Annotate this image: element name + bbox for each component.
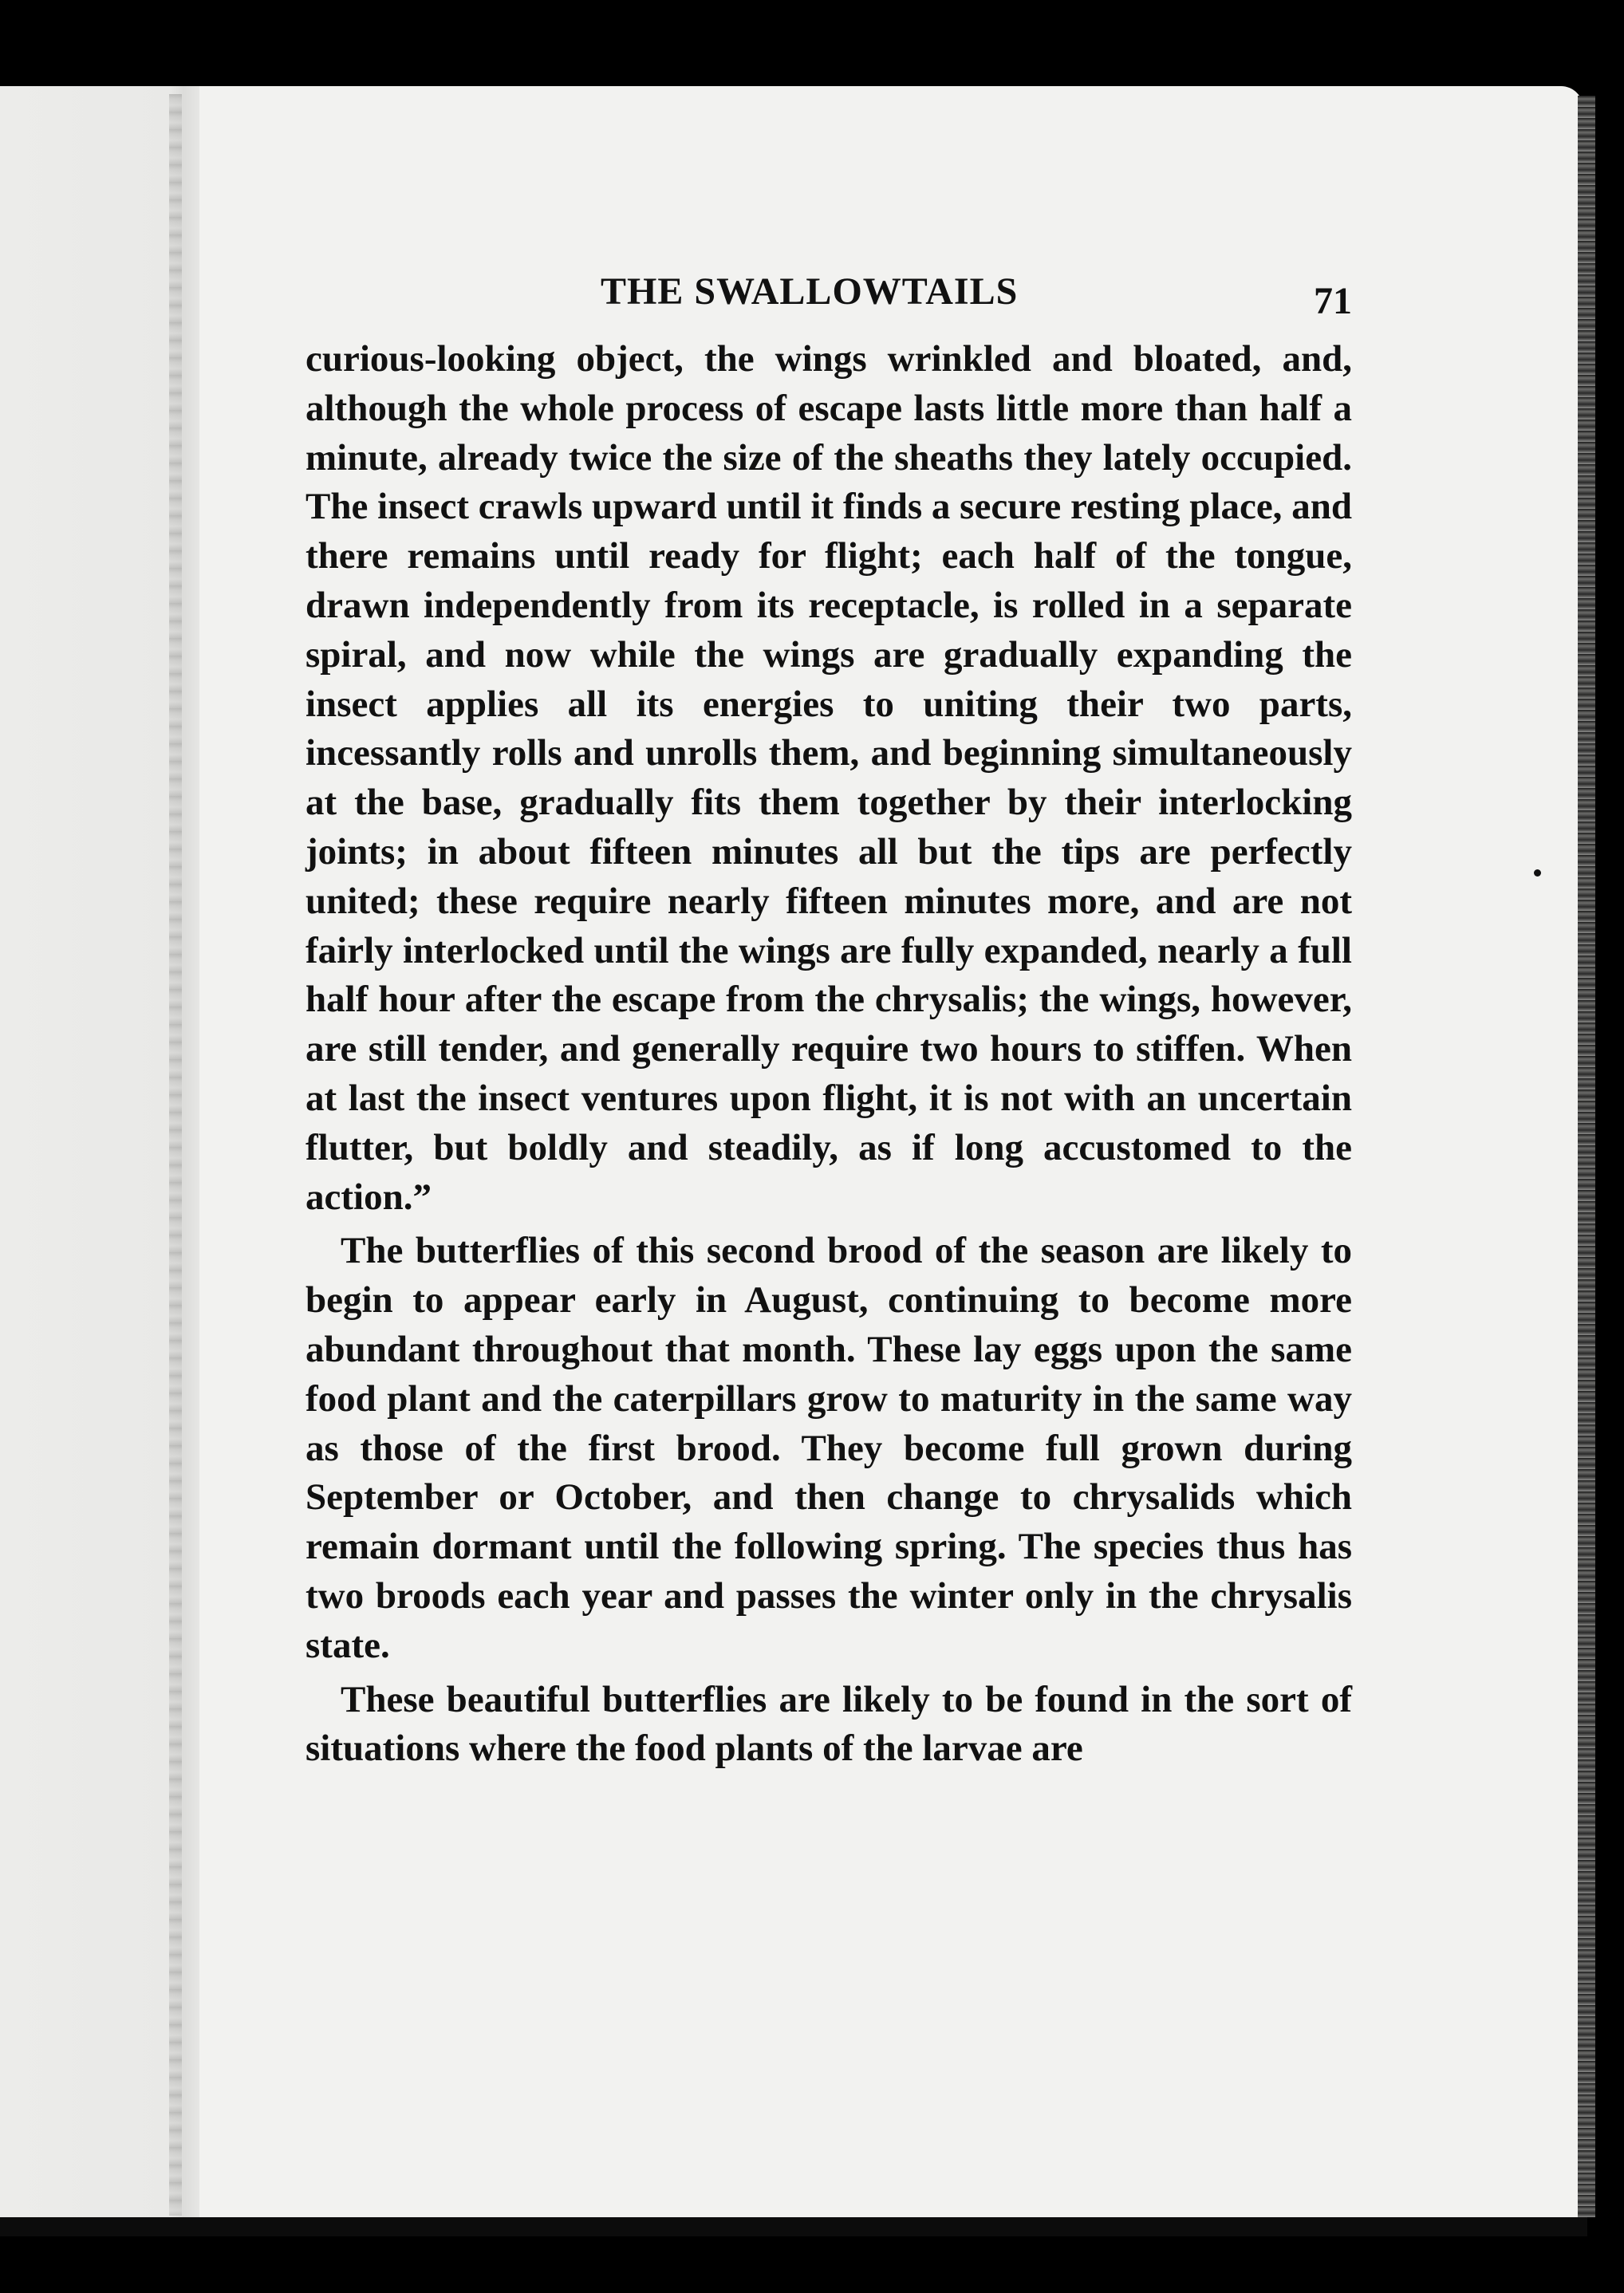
paragraph: The butterflies of this second brood of the season are likely to begin to appear early in August, continuing to become more abundant throughout that month. These lay eggs upon the same food plant and the caterpillars grow to maturity in the same way as those of the first brood. They become full grown during September or October, and then change to chrysalids which remain dormant until the following spring. The species thus has two broods each year and passes the winter only in the chrysalis state. — [305, 1230, 1352, 1666]
page-stack-edge — [1578, 96, 1595, 2217]
running-title: THE SWALLOWTAILS — [601, 270, 1019, 313]
scan-speck — [1534, 869, 1541, 877]
paragraph-continued: curious-looking object, the wings wrinkled and bloated, and, although the whole process of escape lasts little more than half a minute, already twice the size of the sheaths they lately occupied. The insect crawls upward until it finds a secure resting place, and there remains until ready for flight; each half of the tongue, drawn independently from its receptacle, is rolled in a separate spiral, and now while the wings are gradually expanding the insect applies all its energies to uniting their two parts, incessantly rolls and unrolls them, and beginning simultaneously at the base, gradually fits them together by their interlocking joints; in about fifteen minutes all but the tips are perfectly united; these require nearly fifteen minutes more, and are not fairly interlocked until the wings are fully expanded, nearly a full half hour after the escape from the chrysalis; the wings, however, are still tender, and generally require two hours to stiffen. When at last the insect ventures upon flight, it is not with an uncertain flutter, but boldly and steadily, as if long accustomed to the action.” — [305, 338, 1352, 1218]
running-header — [305, 270, 1352, 325]
binding-gutter — [169, 94, 182, 2216]
page-bottom-edge — [0, 2217, 1587, 2236]
body-text — [305, 335, 1352, 1777]
page-number: 71 — [1314, 280, 1352, 322]
paragraph: These beautiful butterflies are likely to be found in the sort of situations where the food plants of the larvae are — [305, 1678, 1352, 1770]
